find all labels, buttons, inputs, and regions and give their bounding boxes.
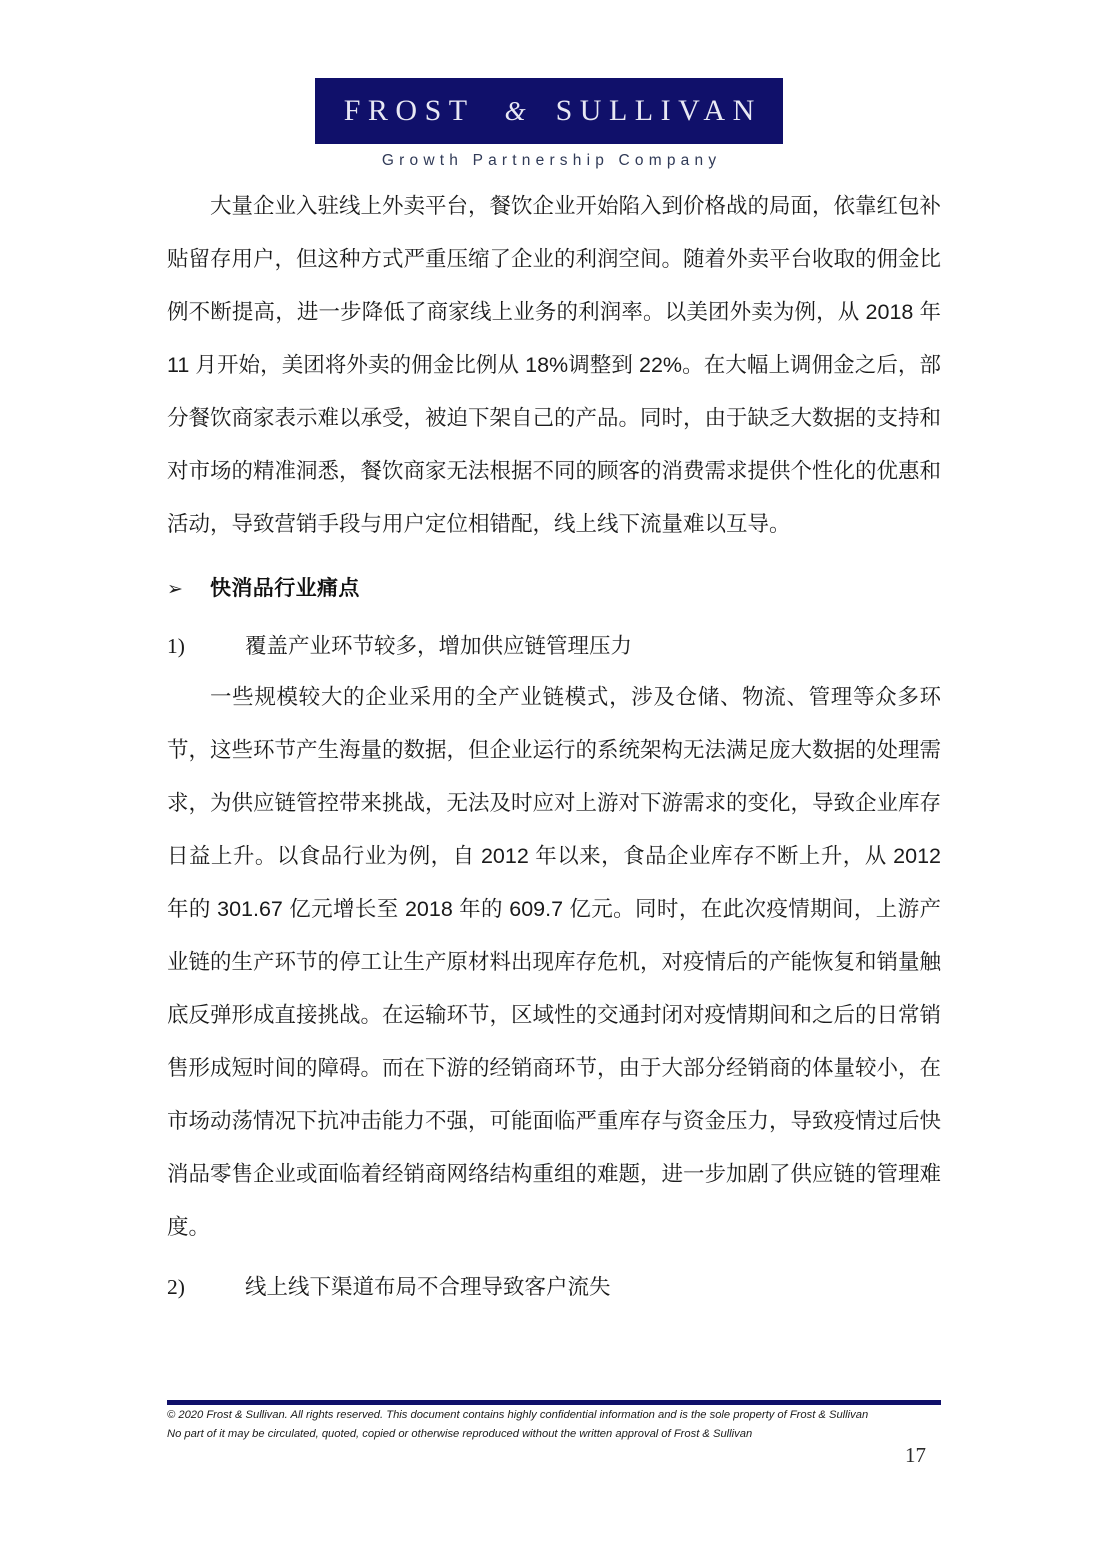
logo-word-frost: FROST xyxy=(343,94,475,127)
document-content xyxy=(167,180,941,1312)
logo-ampersand-icon: & xyxy=(504,96,526,126)
list-item-2 xyxy=(167,1262,941,1312)
page-number: 17 xyxy=(905,1443,926,1467)
paragraph-food-delivery-commission: 大量企业入驻线上外卖平台，餐饮企业开始陷入到价格战的局面，依靠红包补贴留存用户，但这种方式严重压缩了企业的利润空间。随着外卖平台收取的佣金比例不断提高，进一步降低了商家线上业务的利润率。以美团外卖为例，从 2018 年 11 月开始，美团将外卖的佣金比例从 18%调整到 22%。在大幅上调佣金之后，部分餐饮商家表示难以承受，被迫下架自己的产品。同时，由于缺乏大数据的支持和对市场的精准洞悉，餐饮商家无法根据不同的顾客的消费需求提供个性化的优惠和活动，导致营销手段与用户定位相错配，线上线下流量难以互导。 xyxy=(167,194,942,536)
footer-divider xyxy=(167,1400,941,1405)
list-item-1-marker: 1) xyxy=(167,634,185,658)
frost-sullivan-logo xyxy=(315,78,783,170)
footer-copyright-line-1: © 2020 Frost & Sullivan. All rights reserved. This document contains highly confidential information and is the sole property of Frost & Sullivan xyxy=(167,1409,869,1421)
page-footer xyxy=(167,1400,941,1443)
logo-word-sullivan: SULLIVAN xyxy=(555,94,762,127)
section-heading-label: 快消品行业痛点 xyxy=(210,577,360,600)
logo-banner xyxy=(315,78,783,144)
list-item-2-title: 线上线下渠道布局不合理导致客户流失 xyxy=(245,1275,611,1299)
section-heading-fmcg-painpoints xyxy=(167,565,941,613)
list-item-2-marker: 2) xyxy=(167,1275,185,1299)
list-item-1-title: 覆盖产业环节较多，增加供应链管理压力 xyxy=(245,634,633,658)
arrowhead-right-icon: ➢ xyxy=(167,578,183,600)
paragraph-supply-chain-pressure: 一些规模较大的企业采用的全产业链模式，涉及仓储、物流、管理等众多环节，这些环节产生海量的数据，但企业运行的系统架构无法满足庞大数据的处理需求，为供应链管控带来挑战，无法及时应对上游对下游需求的变化，导致企业库存日益上升。以食品行业为例，自 2012 年以来，食品企业库存不断上升，从 2012 年的 301.67 亿元增长至 2018 年的 609.7 亿元。同时，在此次疫情期间，上游产业链的生产环节的停工让生产原材料出现库存危机，对疫情后的产能恢复和销量触底反弹形成直接挑战。在运输环节，区域性的交通封闭对疫情期间和之后的日常销售形成短时间的障碍。而在下游的经销商环节，由于大部分经销商的体量较小，在市场动荡情况下抗冲击能力不强，可能面临严重库存与资金压力，导致疫情过后快消品零售企业或面临着经销商网络结构重组的难题，进一步加剧了供应链的管理难度。 xyxy=(167,685,942,1239)
logo-wordmark xyxy=(336,96,762,126)
footer-copyright-line-2: No part of it may be circulated, quoted, copied or otherwise reproduced without the written approval of Frost & Sullivan xyxy=(167,1428,753,1440)
logo-tagline: Growth Partnership Company xyxy=(381,152,722,169)
list-item-1 xyxy=(167,621,941,671)
